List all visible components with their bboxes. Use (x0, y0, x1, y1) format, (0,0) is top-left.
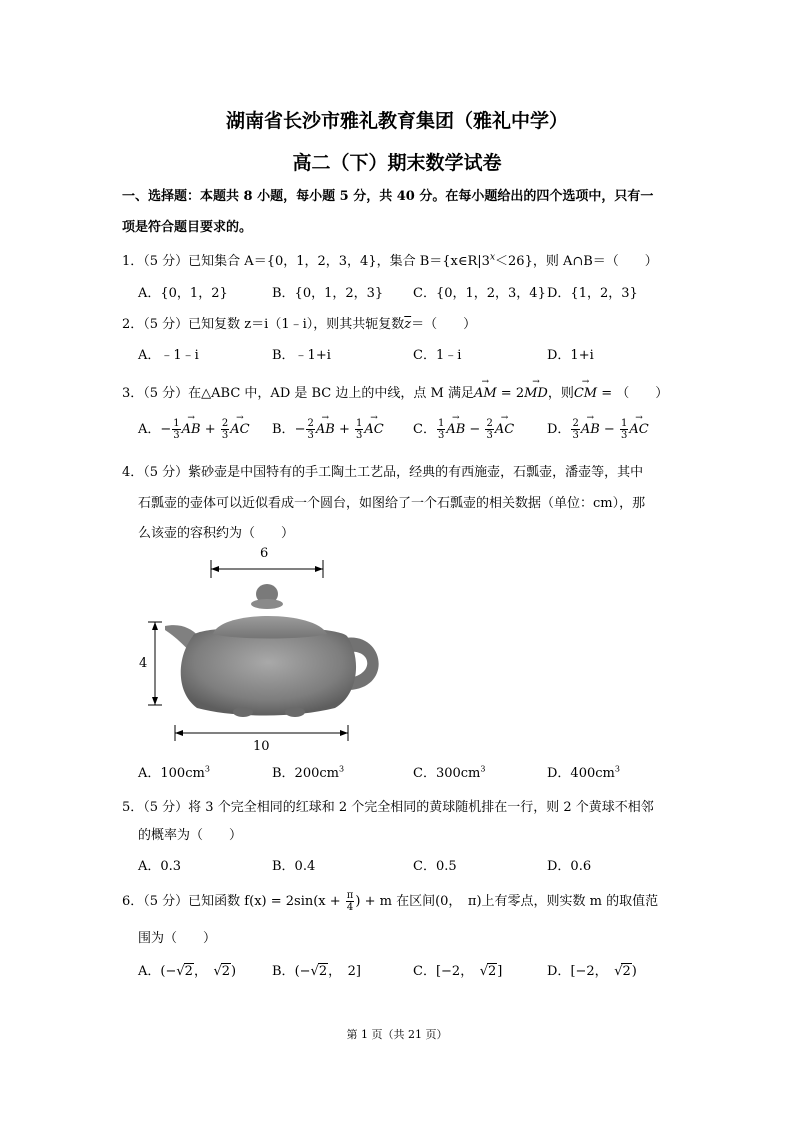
q3-text-a: 3．（5 分）在△ABC 中，AD 是 BC 边上的中线，点 M 满足 (122, 386, 474, 401)
q2-option-a[interactable]: A．﹣1﹣i (138, 348, 199, 363)
q3-d-ac: → AC (629, 422, 648, 437)
question-4-line3: 么该壶的容积约为（ ） (138, 526, 295, 541)
teapot-body (181, 627, 356, 716)
q3-a-ac: → AC (230, 422, 249, 437)
q4-c-text: C．300cm (413, 766, 481, 781)
question-5-line1: 5．（5 分）将 3 个完全相同的红球和 2 个完全相同的黄球随机排在一行，则 2 个黄球不相邻 (122, 800, 654, 815)
q3-d-frac1: $\frac{2}{3}$ (572, 418, 579, 441)
q3-b-ab: → AB (316, 422, 335, 437)
q3-c-minus: − (469, 422, 481, 437)
q3-b-frac2: $\frac{1}{3}$ (355, 418, 363, 441)
q1-sup: x (489, 252, 496, 263)
q4-a-sup: 3 (204, 764, 210, 774)
q3-a-frac1: $\frac{1}{3}$ (173, 418, 180, 441)
q3-option-a[interactable] (138, 418, 250, 441)
q3-text-c: = （ ） (597, 386, 669, 401)
q3-vec-cm: → CM (574, 386, 597, 401)
page-title: 湖南省长沙市雅礼教育集团（雅礼中学） (225, 110, 568, 132)
q6-a-p3: 2 (221, 964, 231, 979)
q2-text-b: ＝（ ） (411, 317, 477, 332)
page-footer: 第 1 页（共 21 页） (346, 1028, 448, 1041)
q3-option-c[interactable] (413, 418, 514, 441)
q2-option-c[interactable]: C．1﹣i (413, 348, 462, 363)
q3-c-ab: → AB (446, 422, 465, 437)
dim-top-line (211, 560, 323, 578)
q2-option-b[interactable]: B．﹣1+i (272, 348, 331, 363)
q3-option-d[interactable] (547, 418, 649, 441)
q6-pi-frac: $\frac{\pi}{4}$ (346, 890, 354, 913)
q3-a-minus: − (160, 422, 172, 437)
q3-vec-am: → AM (474, 386, 497, 401)
q6-label-a: A． (138, 964, 161, 979)
q6-text-a: 6．（5 分）已知函数 f(x) = 2sin(x + (122, 894, 345, 909)
q3-a-plus: + (204, 422, 216, 437)
dim-left-line (148, 622, 162, 705)
dim-top-label: 6 (260, 546, 269, 561)
q3-option-b[interactable] (272, 418, 384, 441)
q6-d-p0: [−2， (570, 964, 615, 979)
q3-c-frac1: $\frac{1}{3}$ (437, 418, 445, 441)
q1-option-d[interactable]: D．{1，2，3} (547, 286, 638, 301)
question-4-line1: 4．（5 分）紫砂壶是中国特有的手工陶土工艺品，经典的有西施壶，石瓢壶，潘壶等，其中 (122, 465, 644, 480)
dim-bottom-label: 10 (253, 739, 270, 754)
q5-option-b[interactable]: B．0.4 (272, 859, 316, 874)
section-heading: 一、选择题：本题共 8 小题，每小题 5 分，共 40 分。在每小题给出的四个选项中，只有一 (122, 189, 654, 204)
question-4-line2: 石瓢壶的壶体可以近似看成一个圆台，如图给了一个石瓢壶的相关数据（单位：cm），那 (138, 496, 646, 511)
q2-text-a: 2．（5 分）已知复数 z＝i（1﹣i），则其共轭复数 (122, 317, 405, 332)
question-2 (122, 313, 476, 332)
q6-b-p0: (− (294, 964, 311, 979)
q5-option-a[interactable]: A．0.3 (138, 859, 182, 874)
q3-b-minus: − (294, 422, 306, 437)
q3-d-minus: − (603, 422, 615, 437)
q1-option-a[interactable]: A．{0，1，2} (138, 286, 228, 301)
q6-label-d: D． (547, 964, 571, 979)
q6-a-p4: ) (231, 964, 237, 979)
q3-text-b: ，则 (547, 386, 574, 401)
q3-label-c: C． (413, 422, 436, 437)
q3-label-d: D． (547, 422, 571, 437)
question-5-line2: 的概率为（ ） (138, 828, 243, 843)
teapot-lid (213, 616, 327, 639)
teapot-figure (135, 540, 395, 755)
q4-d-text: D．400cm (547, 766, 615, 781)
q3-d-ab: → AB (581, 422, 600, 437)
q4-option-a[interactable] (138, 762, 210, 781)
q6-b-p1: 2 (318, 964, 328, 979)
question-3 (122, 382, 668, 401)
q6-option-c[interactable]: C．[−2， √2] (413, 964, 503, 979)
q4-d-sup: 3 (614, 764, 620, 774)
q6-d-p2: ) (631, 964, 637, 979)
q6-a-p2: ， (193, 964, 214, 979)
q3-b-frac1: $\frac{2}{3}$ (307, 418, 314, 441)
teapot-foot-right (285, 707, 305, 717)
q4-option-d[interactable] (547, 762, 620, 781)
q6-b-p2: ， 2] (328, 964, 361, 979)
q3-eq: = 2 (496, 386, 525, 401)
q3-vec-md: → MD (524, 386, 548, 401)
q3-label-a: A． (138, 422, 161, 437)
q6-a-p1: 2 (184, 964, 193, 979)
q2-option-d[interactable]: D．1+i (547, 348, 594, 363)
q6-c-p0: [−2， (435, 964, 480, 979)
q2-zbar: $\overline{z}$ (404, 317, 412, 332)
section-heading-cont: 项是符合题目要求的。 (122, 220, 253, 235)
q6-c-p1: 2 (488, 964, 497, 979)
page-subtitle: 高二（下）期末数学试卷 (292, 152, 502, 174)
q3-b-ac: → AC (364, 422, 383, 437)
q3-b-plus: + (338, 422, 350, 437)
q6-option-a[interactable]: A．(−√2， √2) (138, 964, 237, 979)
q6-label-c: C． (413, 964, 436, 979)
q4-b-text: B．200cm (272, 766, 339, 781)
q4-b-sup: 3 (338, 764, 345, 774)
q6-label-b: B． (272, 964, 295, 979)
q3-a-ab: → AB (182, 422, 201, 437)
q1-text-b: ＜26}，则 A∩B＝（ ） (495, 254, 658, 269)
dim-left-label: 4 (139, 656, 148, 671)
q5-option-d[interactable]: D．0.6 (547, 859, 592, 874)
q1-option-b[interactable]: B．{0，1，2，3} (272, 286, 384, 301)
q4-a-text: A．100cm (138, 766, 205, 781)
teapot-foot-left (233, 707, 253, 717)
q3-label-b: B． (272, 422, 295, 437)
question-6-line2: 围为（ ） (138, 931, 217, 946)
teapot-knob-base (251, 599, 283, 609)
q1-option-c[interactable]: C．{0，1，2，3，4} (413, 286, 546, 301)
q1-text-a: 1．（5 分）已知集合 A＝{0，1，2，3，4}，集合 B＝{x∈R|3 (122, 254, 490, 269)
q3-c-frac2: $\frac{2}{3}$ (486, 418, 493, 441)
question-6-line1 (122, 890, 658, 913)
q6-d-p1: 2 (622, 964, 631, 979)
q3-d-frac2: $\frac{1}{3}$ (620, 418, 628, 441)
q4-option-b[interactable] (272, 762, 344, 781)
q3-c-ac: → AC (495, 422, 514, 437)
q6-option-d[interactable]: D．[−2， √2) (547, 964, 637, 979)
q5-option-c[interactable]: C．0.5 (413, 859, 457, 874)
q3-a-frac2: $\frac{2}{3}$ (221, 418, 229, 441)
question-1 (122, 250, 658, 269)
q6-text-b: ) + m 在区间(0， π)上有零点，则实数 m 的取值范 (355, 894, 659, 909)
q4-c-sup: 3 (480, 764, 486, 774)
q6-c-p2: ] (497, 964, 503, 979)
q4-option-c[interactable] (413, 762, 485, 781)
q6-a-p0: (− (160, 964, 177, 979)
q6-option-b[interactable]: B．(−√2， 2] (272, 964, 361, 979)
